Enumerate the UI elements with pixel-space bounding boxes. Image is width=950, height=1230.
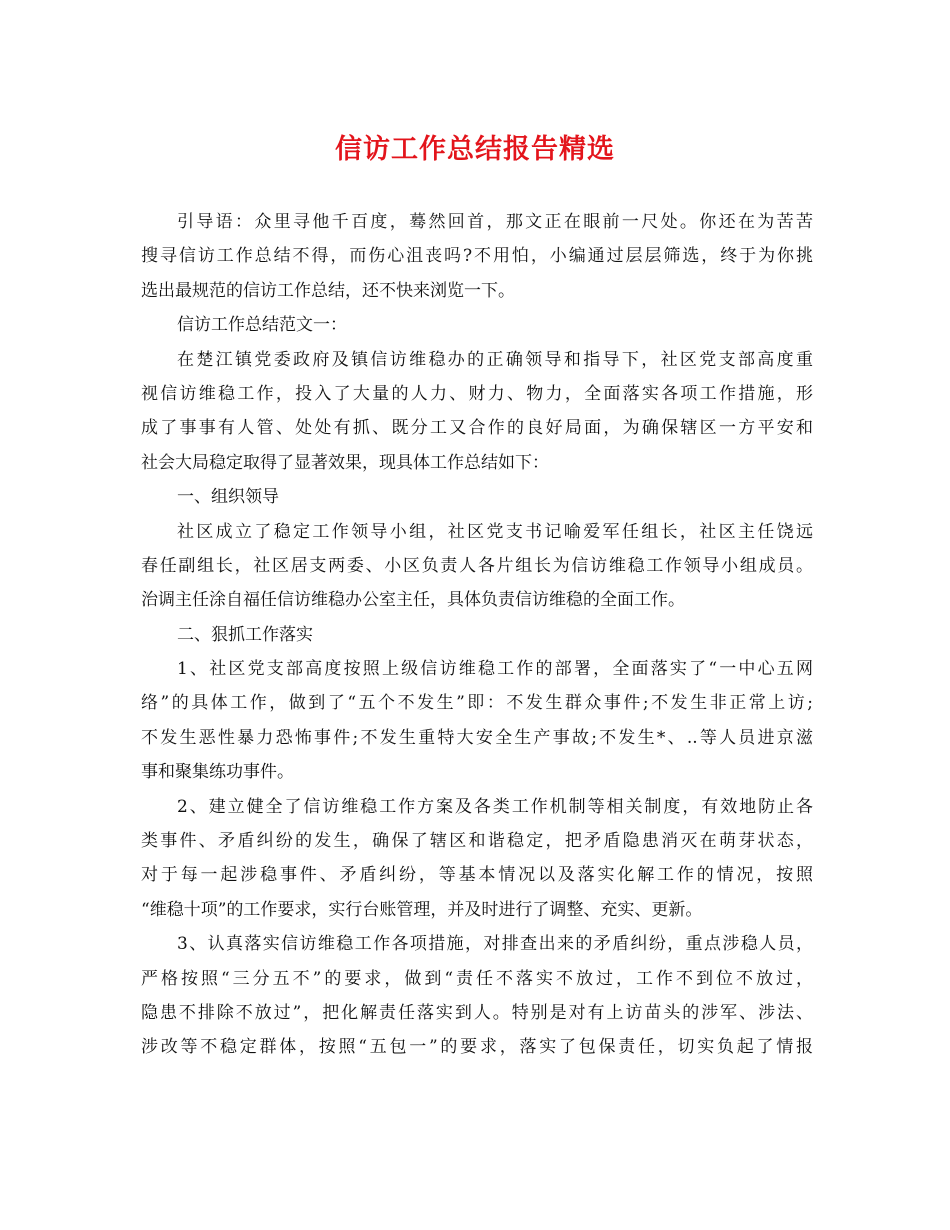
- paragraph-line: 春任副组长，社区居支两委、小区负责人各片组长为信访维稳工作领导小组成员。: [141, 555, 813, 576]
- document-body: [141, 205, 813, 1065]
- paragraph-line: 对于每一起涉稳事件、矛盾纠纷，等基本情况以及落实化解工作的情况，按照: [141, 865, 813, 886]
- paragraph-line: 严格按照“三分五不”的要求，做到“责任不落实不放过，工作不到位不放过，: [141, 968, 813, 989]
- paragraph-line: 类事件、矛盾纠纷的发生，确保了辖区和谐稳定，把矛盾隐患消灭在萌芽状态，: [141, 831, 813, 852]
- paragraph-line: 3、认真落实信访维稳工作各项措施，对排查出来的矛盾纠纷，重点涉稳人员，: [177, 934, 813, 955]
- paragraph-line: 社会大局稳定取得了显著效果，现具体工作总结如下：: [141, 452, 549, 473]
- paragraph-line: 不发生恶性暴力恐怖事件;不发生重特大安全生产事故;不发生*、..等人员进京滋: [141, 727, 813, 748]
- paragraph-line: “维稳十项”的工作要求，实行台账管理，并及时进行了调整、充实、更新。: [141, 899, 703, 920]
- paragraph-line: 2、建立健全了信访维稳工作方案及各类工作机制等相关制度，有效地防止各: [177, 796, 813, 817]
- paragraph-line: 选出最规范的信访工作总结，还不快来浏览一下。: [141, 280, 515, 301]
- paragraph-line: 视信访维稳工作，投入了大量的人力、财力、物力，全面落实各项工作措施，形: [141, 383, 813, 404]
- paragraph-line: 涉改等不稳定群体，按照“五包一”的要求，落实了包保责任，切实负起了情报: [141, 1037, 813, 1058]
- paragraph-line: 隐患不排除不放过”，把化解责任落实到人。特别是对有上访苗头的涉军、涉法、: [141, 1002, 813, 1023]
- paragraph-line: 络”的具体工作，做到了“五个不发生”即：不发生群众事件;不发生非正常上访;: [141, 693, 813, 714]
- paragraph-line: 社区成立了稳定工作领导小组，社区党支书记喻爱军任组长，社区主任饶远: [177, 521, 813, 542]
- paragraph-line: 事和聚集练功事件。: [141, 762, 294, 783]
- paragraph-line: 成了事事有人管、处处有抓、既分工又合作的良好局面，为确保辖区一方平安和: [141, 418, 813, 439]
- paragraph-line: 搜寻信访工作总结不得，而伤心沮丧吗?不用怕，小编通过层层筛选，终于为你挑: [141, 246, 813, 267]
- section-heading: 信访工作总结范文一：: [177, 315, 347, 336]
- paragraph-line: 1、社区党支部高度按照上级信访维稳工作的部署，全面落实了“一中心五网: [177, 659, 813, 680]
- paragraph-line: 引导语：众里寻他千百度，蓦然回首，那文正在眼前一尺处。你还在为苦苦: [177, 212, 813, 232]
- paragraph-line: 在楚江镇党委政府及镇信访维稳办的正确领导和指导下，社区党支部高度重: [177, 349, 813, 370]
- paragraph-line: 治调主任涂自福任信访维稳办公室主任，具体负责信访维稳的全面工作。: [141, 590, 685, 611]
- document-title: 信访工作总结报告精选: [335, 134, 615, 165]
- section-heading: 一、组织领导: [177, 487, 279, 508]
- section-heading: 二、狠抓工作落实: [177, 624, 313, 645]
